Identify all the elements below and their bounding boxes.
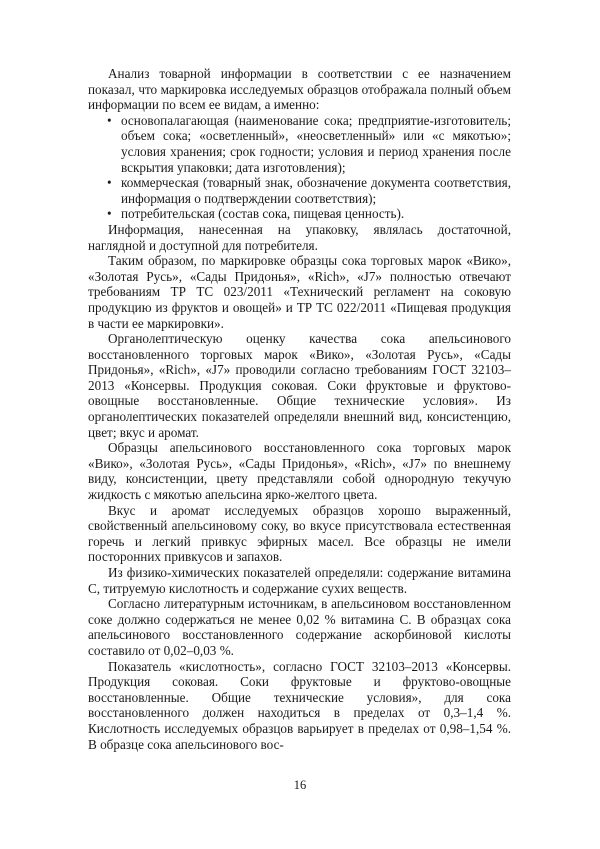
list-item: • потребительская (состав сока, пищевая ценность). — [88, 206, 511, 222]
list-item: • основопалагающая (наименование сока; предприятие-изготовитель; объем сока; «осветленный», «неосветленный» или «с мякотью»; условия хранения; срок годности; условия и период хранения после вскрытия упаковки; дата изготовления); — [88, 113, 511, 175]
list-item: • коммерческая (товарный знак, обозначение документа соответствия, информация о подтверждении соответствия); — [88, 175, 511, 206]
vitamin-c-paragraph: Согласно литературным источникам, в апельсиновом восстановленном соке должно содержаться не менее 0,02 % витамина С. В образцах сока апельсинового восстановленного содержание аскорбиновой кислоты составило от 0,02–0,03 %. — [88, 596, 511, 658]
page-number: 16 — [293, 778, 307, 792]
physchem-paragraph: Из физико-химических показателей определяли: содержание витамина С, титруемую кислотность и содержание сухих веществ. — [88, 565, 511, 596]
document-body — [88, 66, 511, 752]
organoleptic-paragraph: Органолептическую оценку качества сока апельсинового восстановленного торговых марок «Вико», «Золотая Русь», «Сады Придонья», «Rich», «J7» проводили согласно требованиям ГОСТ 32103–2013 «Консервы. Продукция соковая. Соки фруктовые и фруктово-овощные восстановленные. Общие технические условия». Из органолептических показателей определяли внешний вид, консистенцию, цвет; вкус и аромат. — [88, 331, 511, 440]
taste-paragraph: Вкус и аромат исследуемых образцов хорошо выраженный, свойственный апельсиновому соку, во вкусе присутствовала естественная горечь и легкий привкус эфирных масел. Все образцы не имели посторонних привкусов и запахов. — [88, 502, 511, 565]
label-info-types-list — [88, 113, 511, 222]
conclusion-paragraph: Таким образом, по маркировке образцы сока торговых марок «Вико», «Золотая Русь», «Сады Придонья», «Rich», «J7» полностью отвечают требованиям ТР ТС 023/2011 «Технический регламент на соковую продукцию из фруктов и овощей» и ТР ТС 022/2011 «Пищевая продукция в части ее маркировки». — [88, 253, 511, 331]
acidity-paragraph: Показатель «кислотность», согласно ГОСТ 32103–2013 «Консервы. Продукция соковая. Соки фруктовые и фруктово-овощные восстановленные. Общие технические условия», для сока восстановленного должен находиться в пределах от 0,3–1,4 %. Кислотность исследуемых образцов варьирует в пределах от 0,98–1,54 %. В образце сока апельсинового вос- — [88, 658, 511, 752]
intro-paragraph: Анализ товарной информации в соответствии с ее назначением показал, что маркировка исследуемых образцов отображала полный объем информации по всем ее видам, а именно: — [88, 66, 511, 113]
appearance-paragraph: Образцы апельсинового восстановленного сока торговых марок «Вико», «Золотая Русь», «Сады Придонья», «Rich», «J7» по внешнему виду, консистенции, цвету представляли собой однородную текучую жидкость с мякотью апельсина ярко-желтого цвета. — [88, 440, 511, 503]
info-sufficient-paragraph: Информация, нанесенная на упаковку, являлась достаточной, наглядной и доступной для потребителя. — [88, 221, 511, 253]
